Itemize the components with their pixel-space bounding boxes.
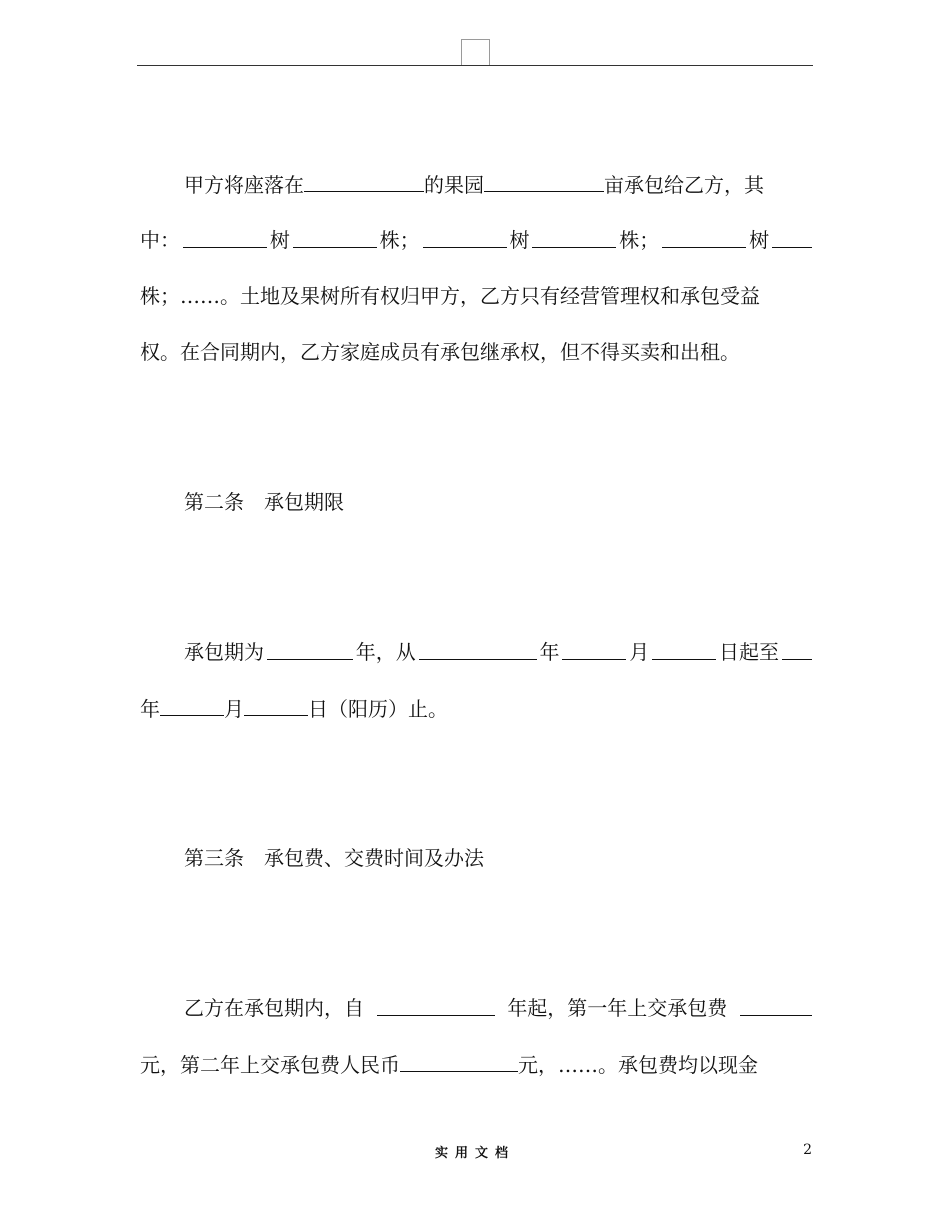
blank-field [419,638,537,660]
text-segment: 株； [379,228,420,252]
blank-field [532,226,616,248]
blank-field [160,694,224,716]
text-segment: 承包期为 [184,640,264,664]
blank-field [662,226,746,248]
article3-line1 [184,994,812,1022]
blank-field [423,226,507,248]
para1-line3: 株；……。土地及果树所有权归甲方，乙方只有经营管理权和承包受益 [140,284,760,308]
text-segment: 月 [224,697,244,721]
text-segment: 中： [140,228,180,252]
blank-field [562,638,626,660]
text-segment: 日起至 [719,640,779,664]
blank-field [293,226,377,248]
para1-line2 [140,226,812,254]
footer-label: 实用文档 [434,1146,515,1161]
text-segment: 的果园 [424,173,484,197]
blank-field [377,994,495,1016]
text-segment: 元，第二年上交承包费人民币 [140,1053,400,1077]
header-rule [137,65,813,66]
blank-field [772,226,812,248]
para1-line4: 权。在合同期内，乙方家庭成员有承包继承权，但不得买卖和出租。 [140,340,740,364]
text-segment: 年 [140,697,160,721]
blank-field [267,638,353,660]
text-segment: 元，……。承包费均以现金 [518,1053,758,1077]
text-segment: 年起，第一年上交承包费 [507,996,728,1020]
text-segment: 树 [749,228,770,252]
article3-heading: 第三条 承包费、交费时间及办法 [184,846,484,870]
text-segment: 株； [619,228,660,252]
article2-line2 [140,694,812,722]
text-segment: 树 [269,228,290,252]
blank-field [244,694,308,716]
article2-heading: 第二条 承包期限 [184,490,344,514]
text-segment: 年，从 [355,640,416,664]
blank-field [652,638,716,660]
blank-field [304,170,424,192]
blank-field [484,170,604,192]
blank-field [183,226,267,248]
article2-line1 [184,638,812,666]
page-number: 2 [803,1142,812,1158]
para1-line1 [184,170,812,198]
text-segment: 甲方将座落在 [184,173,304,197]
article3-line2 [140,1050,812,1078]
text-segment: 年 [539,640,560,664]
blank-field [740,994,812,1016]
blank-field [782,638,812,660]
header-box [461,39,490,66]
text-segment: 月 [629,640,650,664]
text-segment: 树 [509,228,530,252]
text-segment: 乙方在承包期内，自 [184,996,364,1020]
blank-field [400,1050,518,1072]
text-segment: 亩承包给乙方，其 [604,173,764,197]
text-segment: 日（阳历）止。 [308,697,448,721]
